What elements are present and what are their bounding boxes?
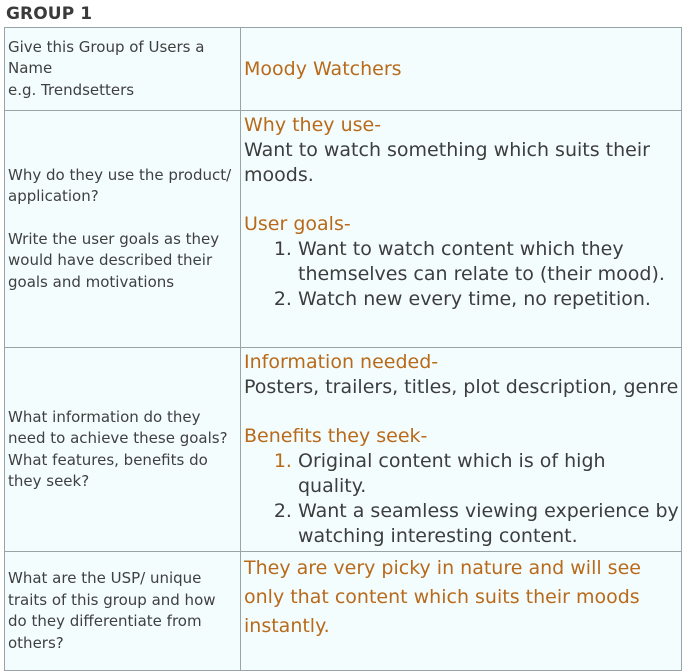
benefits-list [244, 449, 679, 549]
section-title: Why they use- [244, 114, 382, 136]
question-cell [5, 111, 241, 348]
persona-table [4, 27, 682, 671]
answer-cell [241, 552, 682, 671]
section-title: Information needed- [244, 351, 439, 373]
question-cell [5, 348, 241, 552]
answer-cell [241, 348, 682, 552]
question-example: e.g. Trendsetters [8, 80, 135, 99]
list-item: 2. Want a seamless viewing experience by watching interesting content. [298, 499, 679, 549]
table-row [5, 348, 682, 552]
goals-list [244, 237, 679, 312]
question-text: Give this Group of Users a Name [8, 37, 205, 78]
group-name: Moody Watchers [244, 57, 402, 80]
section-text: Posters, trailers, titles, plot description, genre [244, 376, 679, 398]
question-cell [5, 28, 241, 111]
question-text: Write the user goals as they would have described their goals and motivations [8, 229, 220, 291]
answer-cell [241, 111, 682, 348]
question-text: What features, benefits do they seek? [8, 450, 208, 490]
question-text: Why do they use the product/ application? [8, 165, 232, 206]
question-cell [5, 552, 241, 671]
list-item: 1. Want to watch content which they themselves can relate to (their mood). [298, 237, 679, 287]
page-title: GROUP 1 [6, 4, 93, 24]
section-title: Benefits they seek- [244, 425, 428, 447]
usp-text: They are very picky in nature and will see only that content which suits their moods instantly. [244, 557, 641, 637]
question-text: What are the USP/ unique traits of this group and how do they differentiate from others? [8, 569, 216, 652]
list-item: 1. Original content which is of high quality. [298, 449, 679, 499]
answer-cell [241, 28, 682, 111]
list-item: 2. Watch new every time, no repetition. [298, 287, 679, 312]
section-text: Want to watch something which suits their moods. [244, 139, 650, 186]
table-row [5, 28, 682, 111]
table-row [5, 111, 682, 348]
table-row [5, 552, 682, 671]
section-title: User goals- [244, 213, 351, 235]
question-text: What information do they need to achieve these goals? [8, 407, 228, 447]
